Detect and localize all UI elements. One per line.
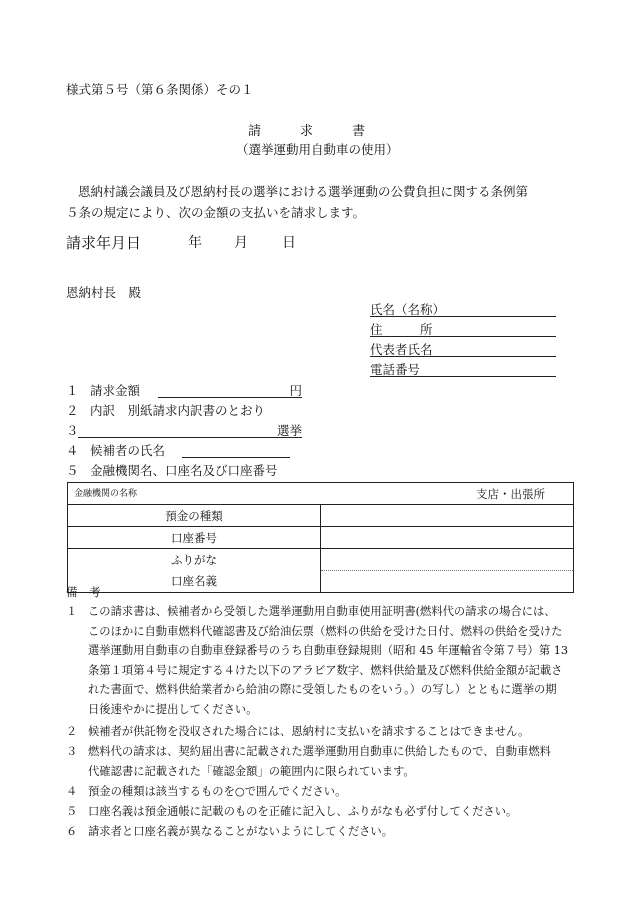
note-1: [66, 602, 568, 720]
note-1-number: １: [66, 605, 78, 618]
furigana-label: ふりがな: [68, 549, 321, 571]
claim-amount-field[interactable]: [158, 381, 302, 398]
furigana-row: [68, 549, 574, 571]
date-month-label: 月: [234, 235, 248, 251]
intro-text-line1: 恩納村議会議員及び恩納村長の選挙における選挙運動の公費負担に関する条例第: [78, 184, 529, 199]
note-3-number: ３: [66, 745, 78, 758]
note-1-line4: 条第１項第４号に規定する４けた以下のアラビア数字、燃料供給量及び燃料供給金額が記載さ: [88, 663, 563, 677]
note-2: [66, 722, 529, 742]
note-3: [66, 742, 551, 781]
note-1-line1: この請求書は、候補者から受領した選挙運動用自動車使用証明書(燃料代の請求の場合には、: [88, 605, 556, 618]
claimant-phone-label: 電話番号: [370, 362, 421, 377]
claim-amount-unit: 円: [289, 383, 302, 398]
account-number-row: [68, 527, 574, 549]
date-day-label: 日: [282, 235, 296, 251]
item3-number: ３: [66, 423, 79, 438]
claimant-name-field[interactable]: [370, 300, 556, 317]
item1-label: 請求金額: [90, 383, 141, 398]
claimant-representative-field[interactable]: [370, 340, 556, 357]
account-name-label: 口座名義: [68, 571, 321, 593]
note-5-number: ５: [66, 805, 78, 818]
item2-text: 内訳 別紙請求内訳書のとおり: [90, 403, 266, 418]
note-3-line2: 代確認書に記載された「確認金額」の範囲内に限られています。: [88, 764, 415, 778]
bank-institution-label: 金融機関の名称: [74, 488, 138, 499]
document-subtitle: （選挙運動用自動車の使用）: [236, 142, 399, 157]
item1-number: １: [66, 383, 79, 398]
note-6-line1: 請求者と口座名義が異なることがないようにしてください。: [88, 825, 394, 838]
account-name-row: [68, 571, 574, 593]
note-1-line5: れた書面で、燃料供給業者から給油の際に受領したものをいう。）の写し）とともに選挙の期: [88, 683, 557, 697]
note-2-number: ２: [66, 725, 78, 738]
item4-label: 候補者の氏名: [90, 443, 166, 458]
bank-account-table: [67, 482, 574, 593]
claimant-phone-field[interactable]: [370, 360, 556, 377]
item5-label: 金融機関名、口座名及び口座番号: [90, 463, 278, 478]
note-1-line6: 日後速やかに提出してください。: [88, 702, 258, 716]
note-4-line1: 預金の種類は該当するものを○で囲んでください。: [88, 785, 347, 798]
note-3-line1: 燃料代の請求は、契約届出書に記載された選挙運動用自動車に供給したもので、自動車燃料: [88, 745, 551, 758]
deposit-type-value[interactable]: [321, 505, 574, 527]
account-number-label: 口座番号: [68, 527, 321, 549]
item4-number: ４: [66, 443, 79, 458]
date-year-label: 年: [188, 235, 202, 251]
bank-branch-label: 支店・出張所: [476, 486, 545, 501]
note-4: [66, 782, 346, 802]
claimant-name-label: 氏名（名称）: [370, 302, 446, 317]
intro-text-line2: ５条の規定により、次の金額の支払いを請求します。: [66, 205, 366, 220]
notes-heading: 備 考: [66, 585, 101, 599]
bank-institution-row: [68, 483, 574, 505]
note-6: [66, 822, 393, 842]
election-name-field[interactable]: [78, 421, 302, 438]
deposit-type-label: 預金の種類: [68, 505, 321, 527]
note-4-number: ４: [66, 785, 78, 798]
candidate-name-field[interactable]: [182, 441, 290, 458]
note-5: [66, 802, 517, 822]
document-title: 請 求 書: [248, 124, 366, 139]
claimant-address-label: 住 所: [370, 322, 433, 337]
claimant-address-field[interactable]: [370, 320, 556, 337]
date-label: 請求年月日: [66, 234, 142, 252]
account-name-value[interactable]: [321, 571, 574, 593]
election-unit: 選挙: [276, 423, 302, 438]
item2-number: ２: [66, 403, 79, 418]
note-6-number: ６: [66, 825, 78, 838]
addressee: 恩納村長 殿: [66, 285, 142, 300]
note-1-line2: このほかに自動車燃料代確認書及び給油伝票（燃料の供給を受けた日付、燃料の供給を受けた: [88, 624, 563, 638]
form-number: 様式第５号（第６条関係）その１: [66, 82, 254, 97]
claimant-representative-label: 代表者氏名: [370, 342, 433, 357]
account-number-value[interactable]: [321, 527, 574, 549]
furigana-value[interactable]: [321, 549, 574, 571]
item5-number: ５: [66, 463, 79, 478]
note-1-line3: 選挙運動用自動車の自動車登録番号のうち自動車登録規則（昭和 45 年運輸省令第７号）第 13: [88, 644, 569, 658]
deposit-type-row: [68, 505, 574, 527]
bank-institution-cell[interactable]: [68, 483, 574, 505]
note-2-line1: 候補者が供託物を没収された場合には、恩納村に支払いを請求することはできません。: [88, 725, 530, 738]
note-5-line1: 口座名義は預金通帳に記載のものを正確に記入し、ふりがなも必ず付してください。: [88, 805, 518, 818]
